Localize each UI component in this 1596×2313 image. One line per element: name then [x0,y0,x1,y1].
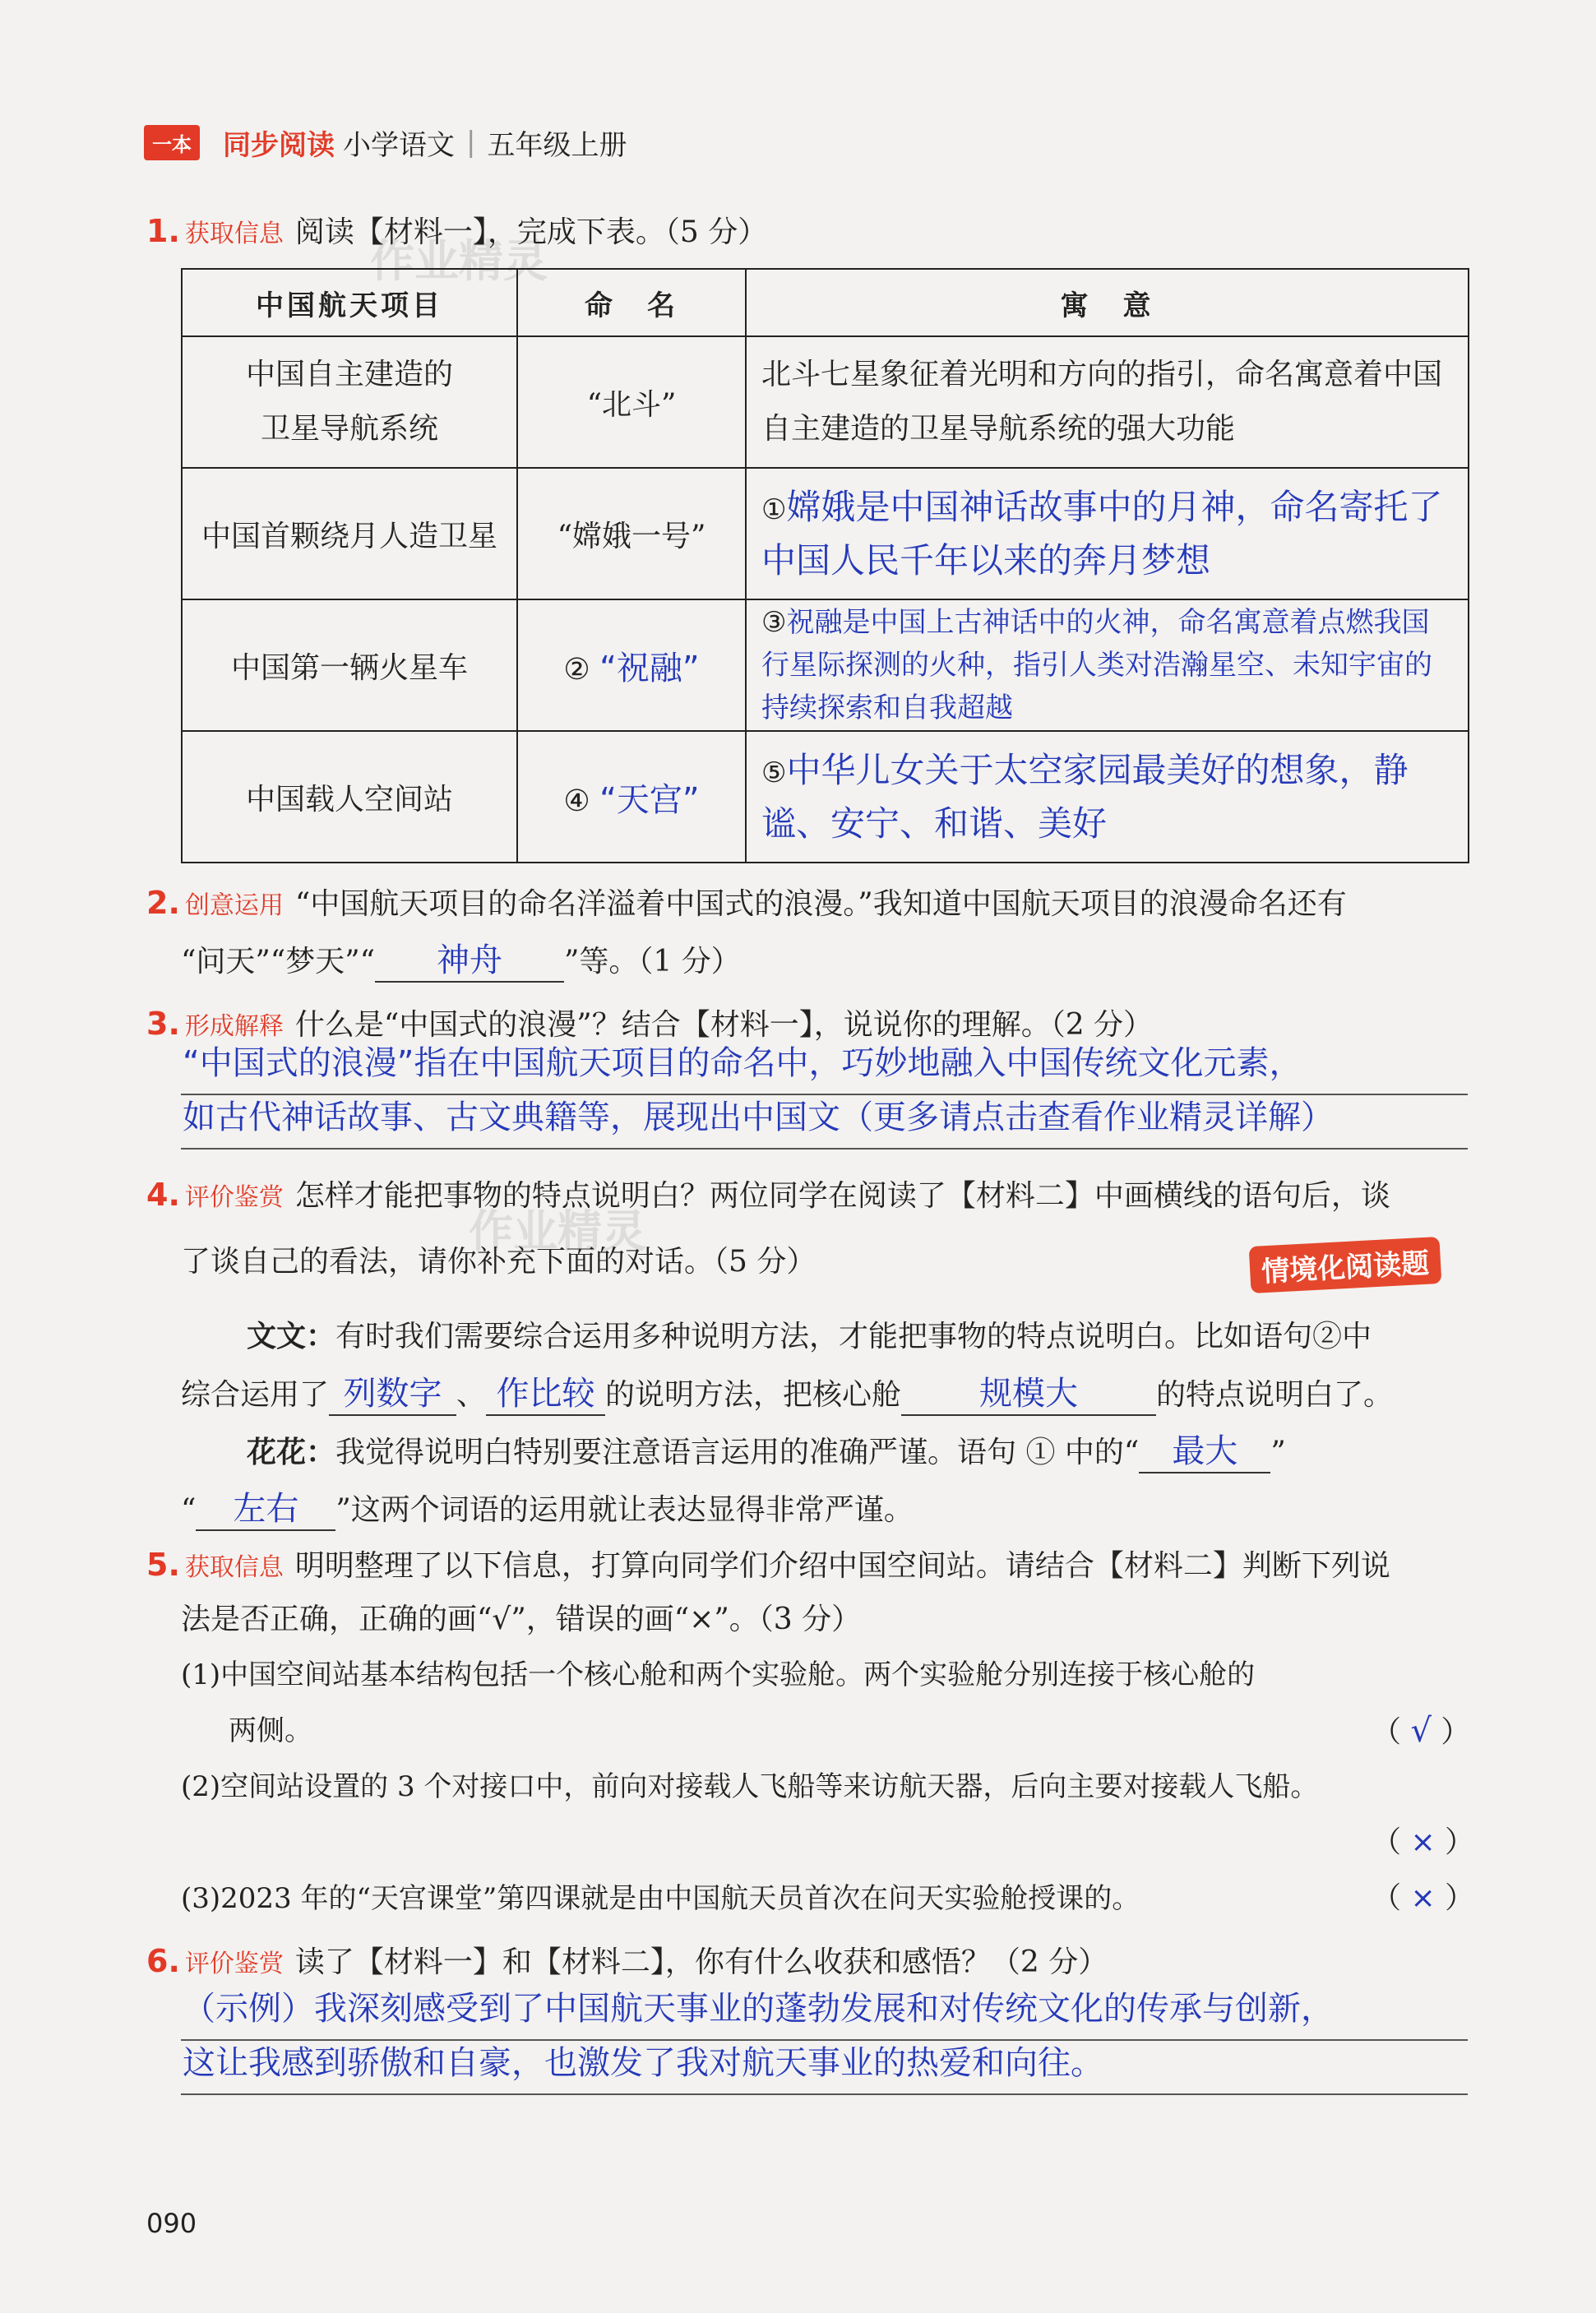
question-6 [146,1941,1108,1985]
table-header-row [182,269,1469,336]
statement-text: (3)2023 年的“天宫课堂”第四课就是由中国航天员首次在问天实验舱授课的。 [181,1882,1140,1915]
judgment-box[interactable]: （ × ） [1372,1825,1475,1859]
table-cell [746,468,1469,599]
answer-underline [181,2039,1468,2041]
question-1 [146,210,767,255]
table-row [182,599,1469,731]
question-4 [146,1174,1390,1219]
handwritten-answer: “祝融” [599,649,700,687]
handwritten-answer: 嫦娥是中国神话故事中的月神，命名寄托了中国人民千年以来的奔月梦想 [761,486,1443,581]
question-number: 2. [146,885,180,921]
statement-text: 两侧。 [229,1714,312,1747]
dialogue-wenwen [247,1316,1372,1358]
question-3 [146,1003,1153,1048]
table-row [182,731,1469,863]
table-cell: “北斗” [517,336,746,468]
question-text: 了谈自己的看法，请你补充下面的对话。（5 分） [181,1245,817,1279]
judgment-box[interactable]: （ × ） [1372,1881,1475,1915]
page-header [144,122,627,163]
question-tag: 获取信息 [184,220,284,248]
question-number: 5. [146,1547,180,1583]
circled-number: ③ [761,606,787,639]
question-tag: 评价鉴赏 [184,1950,284,1978]
table-cell [746,731,1469,863]
answer-underline [181,2093,1468,2095]
handwritten-answer: 中华儿女关于太空家园最美好的想象，静谧、安宁、和谐、美好 [761,749,1409,844]
question-tag: 创意运用 [184,891,284,920]
question-text: 阅读【材料一】，完成下表。（5 分） [294,215,768,249]
table-cell [517,731,746,863]
question-tag: 形成解释 [184,1012,284,1041]
statement-text: (2)空间站设置的 3 个对接口中，前向对接载人飞船等来访航天器，后向主要对接载人飞船。 [181,1770,1319,1803]
question-2-line-2 [181,940,741,983]
table-cell [517,599,746,731]
circled-number: ⑤ [761,756,787,789]
question-text: “中国航天项目的命名洋溢着中国式的浪漫。”我知道中国航天项目的浪漫命名还有 [294,887,1347,921]
table-row [182,468,1469,599]
watermark: 作业精灵 [370,235,548,287]
question-text: 什么是“中国式的浪漫”？结合【材料一】，说说你的理解。（2 分） [294,1008,1154,1042]
page-number: 090 [146,2208,197,2239]
brand-logo: 一本 [144,125,200,160]
table-cell: 中国首颗绕月人造卫星 [182,468,517,599]
question-2 [146,882,1347,927]
question-number: 1. [146,213,180,249]
answer-line: “中国式的浪漫”指在中国航天项目的命名中，巧妙地融入中国传统文化元素， [183,1044,1302,1082]
dialogue-huahua [247,1431,1286,1473]
question-text: 明明整理了以下信息，打算向同学们介绍中国空间站。请结合【材料二】判断下列说 [294,1549,1390,1583]
question-number: 4. [146,1177,180,1213]
table-cell: 北斗七星象征着光明和方向的指引，命名寓意着中国自主建造的卫星导航系统的强大功能 [746,336,1469,468]
answer-blank[interactable]: 列数字 [329,1373,456,1416]
question-number: 3. [146,1006,180,1042]
question-text: 法是否正确，正确的画“√”，错误的画“×”。（3 分） [181,1603,862,1636]
checkmark-answer: √ [1410,1712,1432,1750]
handwritten-answer: “天宫” [599,780,700,819]
answer-line: （示例）我深刻感受到了中国航天事业的蓬勃发展和对传统文化的传承与创新， [183,1990,1334,2028]
question-text: 怎样才能把事物的特点说明白？两位同学在阅读了【材料二】中画横线的语句后，谈 [294,1179,1390,1213]
circled-number: ① [761,493,787,526]
answer-blank[interactable]: 作比较 [486,1373,605,1416]
circled-number: ④ [563,784,590,818]
answer-underline [181,1094,1468,1095]
dialogue-text: 有时我们需要综合运用多种说明方法，才能把事物的特点说明白。比如语句②中 [335,1320,1372,1353]
table-row [182,336,1469,468]
dialogue-text: 的特点说明白了。 [1156,1378,1394,1412]
naming-table [181,268,1469,863]
question-text: “问天”“梦天”“ [181,945,376,978]
table-cell [746,599,1469,731]
dialogue-text: 我觉得说明白特别要注意语言运用的准确严谨。语句 ① 中的“ [335,1436,1140,1469]
question-text: 读了【材料一】和【材料二】，你有什么收获和感悟？（2 分） [294,1945,1108,1979]
question-number: 6. [146,1943,180,1979]
cross-answer: × [1410,1881,1436,1915]
table-cell: 中国自主建造的卫星导航系统 [182,336,517,468]
column-header: 寓 意 [746,269,1469,336]
grade-title: 五年级上册 [487,128,627,162]
situational-reading-badge: 情境化阅读题 [1249,1237,1442,1293]
dialogue-text: 、 [456,1378,487,1412]
cross-answer: × [1410,1825,1436,1859]
answer-blank[interactable]: 神舟 [375,940,564,983]
table-cell: “嫦娥一号” [517,468,746,599]
question-tag: 获取信息 [184,1553,284,1582]
watermark: 作业精灵 [469,1205,646,1257]
subject-title: 小学语文 [343,128,455,162]
answer-blank[interactable]: 规模大 [901,1373,1156,1416]
dialogue-text: 的说明方法，把核心舱 [605,1378,902,1412]
table-cell: 中国载人空间站 [182,731,517,863]
speaker-label: 文文： [247,1319,336,1353]
circled-number: ② [563,652,590,687]
dialogue-text: ” [1270,1436,1286,1469]
question-text: ”等。（1 分） [564,945,741,978]
handwritten-answer: 祝融是中国上古神话中的火神，命名寓意着点燃我国行星际探测的火种，指引人类对浩瀚星空、未知宇宙的持续探索和自我超越 [761,606,1432,724]
dialogue-wenwen-line-2 [181,1373,1393,1416]
dialogue-text: ”这两个词语的运用就让表达显得非常严谨。 [335,1493,914,1527]
dialogue-huahua-line-2 [181,1488,914,1531]
column-header: 命 名 [517,269,746,336]
table-cell: 中国第一辆火星车 [182,599,517,731]
speaker-label: 花花： [247,1435,336,1469]
series-title: 同步阅读 [223,128,335,162]
judgment-box[interactable]: （ √ ） [1372,1712,1471,1750]
answer-line: 这让我感到骄傲和自豪，也激发了我对航天事业的热爱和向往。 [183,2044,1103,2082]
answer-line: 如古代神话故事、古文典籍等，展现出中国文（更多请点击查看作业精灵详解） [183,1099,1334,1136]
statement-text: (1)中国空间站基本结构包括一个核心舱和两个实验舱。两个实验舱分别连接于核心舱的 [181,1658,1256,1691]
header-divider: | [466,126,476,159]
answer-blank[interactable]: 最大 [1139,1431,1270,1473]
answer-blank[interactable]: 左右 [196,1488,335,1531]
question-tag: 评价鉴赏 [184,1183,284,1212]
dialogue-text: “ [181,1493,197,1527]
answer-underline [181,1148,1468,1150]
question-5 [146,1544,1390,1589]
dialogue-text: 综合运用了 [181,1378,330,1412]
column-header: 中国航天项目 [182,269,517,336]
